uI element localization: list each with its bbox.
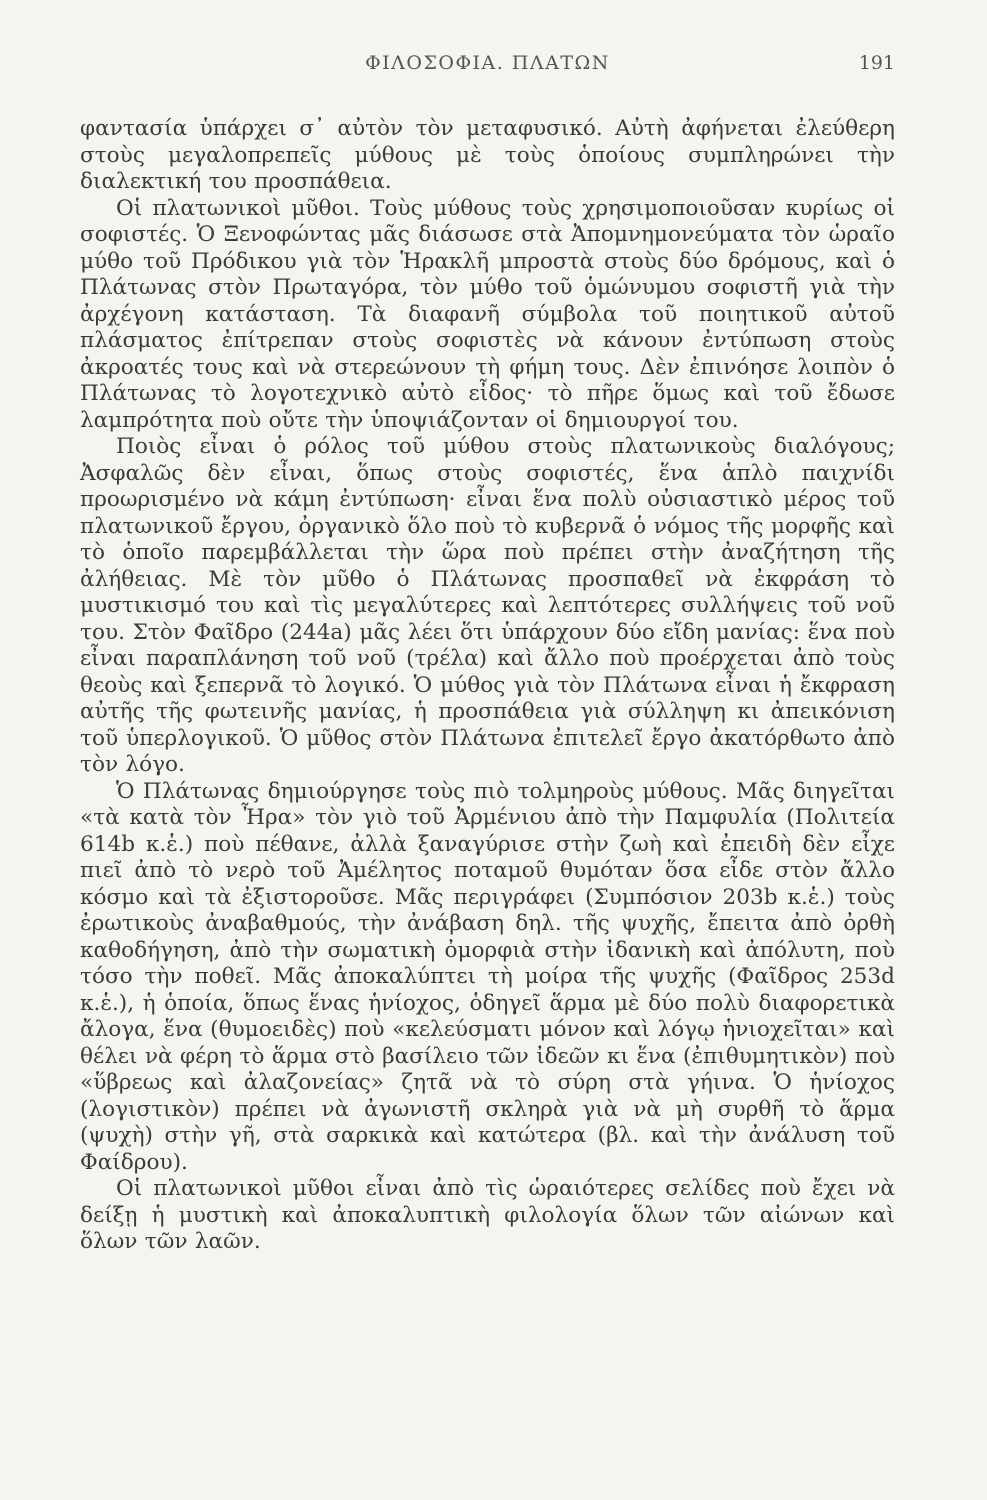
paragraph-role-of-myth: Ποιὸς εἶναι ὁ ρόλος τοῦ μύθου στοὺς πλατωνικοὺς διαλόγους; Ἀσφαλῶς δὲν εἶναι, ὅπως στοὺς σοφιστές, ἕνα ἁπλὸ παιχνίδι προωρισμένο νὰ κάμη ἐντύπωση· εἶναι ἕνα πολὺ οὐσιαστικὸ μέρος τοῦ πλατωνικοῦ ἔργου, ὀργανικὸ ὅλο ποὺ τὸ κυβερνᾶ ὁ νόμος τῆς μορφῆς καὶ τὸ ὁποῖο παρεμβάλλεται τὴν ὥρα ποὺ πρέπει στὴν ἀναζήτηση τῆς ἀλήθειας. Μὲ τὸν μῦθο ὁ Πλάτωνας προσπαθεῖ νὰ ἐκφράση τὸ μυστικισμό του καὶ τὶς μεγαλύτερες καὶ λεπτότερες συλλήψεις τοῦ νοῦ του. Στὸν Φαῖδρο (244a) μᾶς λέει ὅτι ὑπάρχουν δύο εἴδη μανίας: ἕνα ποὺ εἶναι παραπλάνηση τοῦ νοῦ (τρέλα) καὶ ἄλλο ποὺ προέρχεται ἀπὸ τοὺς θεοὺς καὶ ξεπερνᾶ τὸ λογικό. Ὁ μύθος γιὰ τὸν Πλάτωνα εἶναι ἡ ἔκφραση αὐτῆς τῆς φωτεινῆς μανίας, ἡ προσπάθεια γιὰ σύλληψη κι ἀπεικόνιση τοῦ ὑπερλογικοῦ. Ὁ μῦθος στὸν Πλάτωνα ἐπιτελεῖ ἔργο ἀκατόρθωτο ἀπὸ τὸν λόγο.	[80, 434, 895, 777]
paragraph-boldest-myths: Ὁ Πλάτωνας δημιούργησε τοὺς πιὸ τολμηροὺς μύθους. Μᾶς διηγεῖται «τὰ κατὰ τὸν Ἦρα» τὸν γιὸ τοῦ Ἀρμένιου ἀπὸ τὴν Παμφυλία (Πολιτεία 614b κ.ἑ.) ποὺ πέθανε, ἀλλὰ ξαναγύρισε στὴν ζωὴ καὶ ἐπειδὴ δὲν εἶχε πιεῖ ἀπὸ τὸ νερὸ τοῦ Ἀμέλητος ποταμοῦ θυμόταν ὅσα εἶδε στὸν ἄλλο κόσμο καὶ τὰ ἐξιστοροῦσε. Μᾶς περιγράφει (Συμπόσιον 203b κ.ἑ.) τοὺς ἐρωτικοὺς ἀναβαθμούς, τὴν ἀνάβαση δηλ. τῆς ψυχῆς, ἔπειτα ἀπὸ ὀρθὴ καθοδήγηση, ἀπὸ τὴν σωματικὴ ὀμορφιὰ στὴν ἰδανικὴ καὶ ἀπόλυτη, ποὺ τόσο τὴν ποθεῖ. Μᾶς ἀποκαλύπτει τὴ μοίρα τῆς ψυχῆς (Φαῖδρος 253d κ.ἑ.), ἡ ὁποία, ὅπως ἕνας ἡνίοχος, ὁδηγεῖ ἅρμα μὲ δύο πολὺ διαφορετικὰ ἄλογα, ἕνα (θυμοειδὲς) ποὺ «κελεύσματι μόνον καὶ λόγῳ ἡνιοχεῖται» καὶ θέλει νὰ φέρη τὸ ἅρμα στὸ βασίλειο τῶν ἰδεῶν κι ἕνα (ἐπιθυμητικὸν) ποὺ «ὕβρεως καὶ ἀλαζονείας» ζητᾶ νὰ τὸ σύρη στὰ γήινα. Ὁ ἡνίοχος (λογιστικὸν) πρέπει νὰ ἀγωνιστῆ σκληρὰ γιὰ νὰ μὴ συρθῆ τὸ ἅρμα (ψυχὴ) στὴν γῆ, στὰ σαρκικὰ καὶ κατώτερα (βλ. καὶ τὴν ἀνάλυση τοῦ Φαίδρου).	[80, 778, 895, 1175]
paragraph-continuation: φαντασία ὑπάρχει σ᾽ αὐτὸν τὸν μεταφυσικό. Αὐτὴ ἀφήνεται ἐλεύθερη στοὺς μεγαλοπρεπεῖς μύθους μὲ τοὺς ὁποίους συμπληρώνει τὴν διαλεκτική του προσπάθεια.	[80, 116, 895, 194]
running-head	[80, 52, 895, 88]
body-text	[80, 116, 895, 1256]
paragraph-platonic-myths: Οἱ πλατωνικοὶ μῦθοι. Τοὺς μύθους τοὺς χρησιμοποιοῦσαν κυρίως οἱ σοφιστές. Ὁ Ξενοφώντας μᾶς διάσωσε στὰ Ἀπομνημονεύματα τὸν ὡραῖο μύθο τοῦ Πρόδικου γιὰ τὸν Ἡρακλῆ μπροστὰ στοὺς δύο δρόμους, καὶ ὁ Πλάτωνας στὸν Πρωταγόρα, τὸν μύθο τοῦ ὁμώνυμου σοφιστῆ γιὰ τὴν ἀρχέγονη κατάσταση. Τὰ διαφανῆ σύμβολα τοῦ ποιητικοῦ αὐτοῦ πλάσματος ἐπίτρεπαν στοὺς σοφιστὲς νὰ κάνουν ἐντύπωση στοὺς ἀκροατές τους καὶ νὰ στερεώνουν τὴ φήμη τους. Δὲν ἐπινόησε λοιπὸν ὁ Πλάτωνας τὸ λογοτεχνικὸ αὐτὸ εἶδος· τὸ πῆρε ὅμως καὶ τοῦ ἔδωσε λαμπρότητα ποὺ οὔτε τὴν ὑποψιάζονταν οἱ δημιουργοί του.	[80, 195, 895, 433]
running-title: ΦΙΛΟΣΟΦΙΑ. ΠΛΑΤΩΝ	[365, 52, 610, 74]
page-number: 191	[858, 52, 895, 74]
paragraph-conclusion: Οἱ πλατωνικοὶ μῦθοι εἶναι ἀπὸ τὶς ὡραιότερες σελίδες ποὺ ἔχει νὰ δείξῃ ἡ μυστικὴ καὶ ἀποκαλυπτικὴ φιλολογία ὅλων τῶν αἰώνων καὶ ὅλων τῶν λαῶν.	[80, 1176, 895, 1254]
